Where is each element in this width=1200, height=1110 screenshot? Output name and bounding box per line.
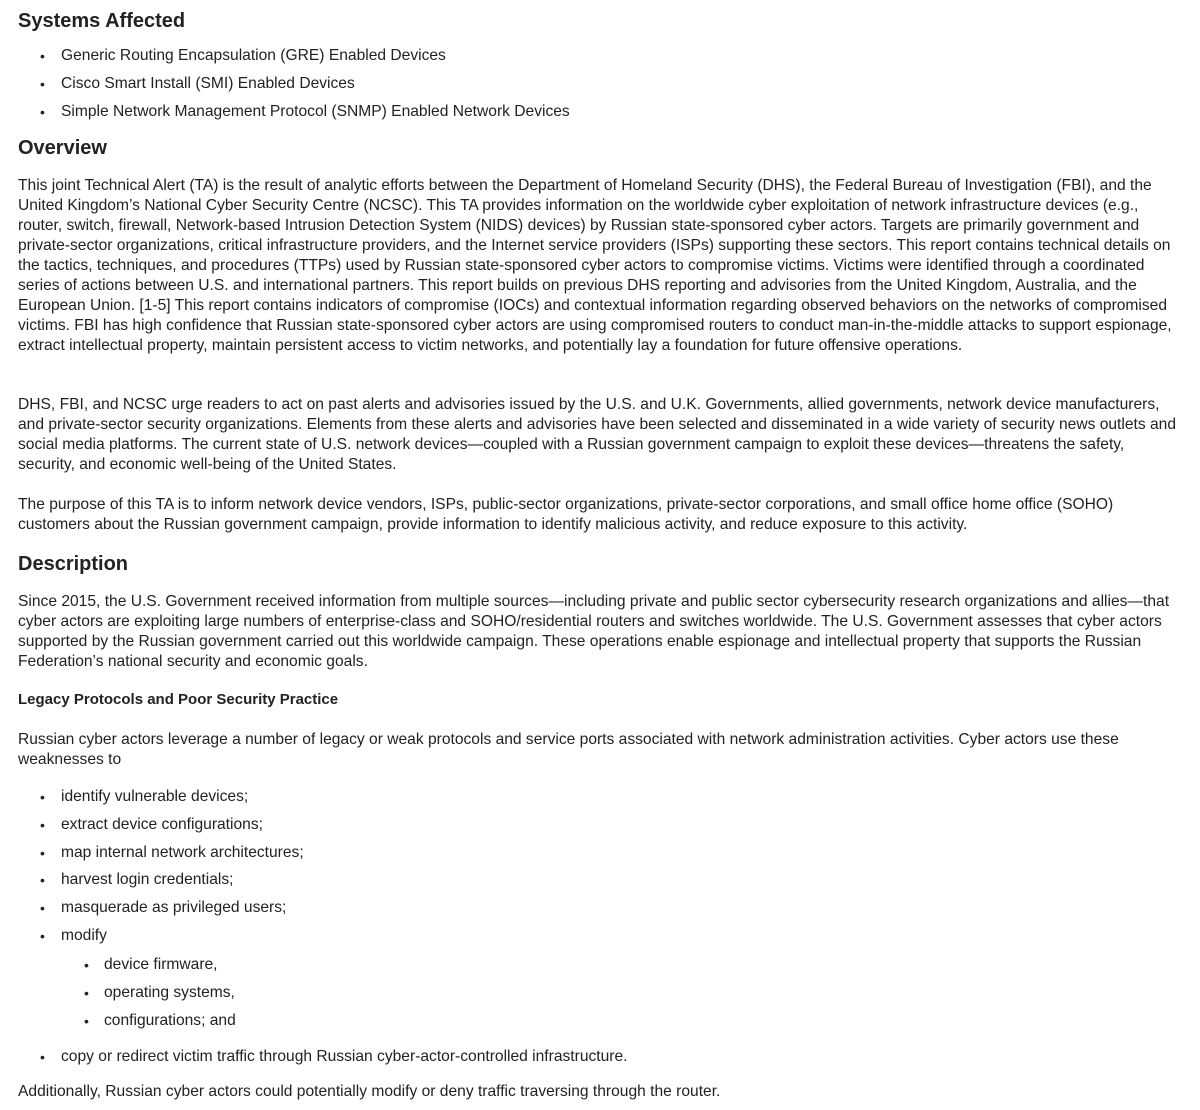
list-item: • device firmware, [18,955,1190,983]
modify-sublist [18,955,1190,1047]
description-intro: Since 2015, the U.S. Government received information from multiple sources—including private and public sector cybersecurity research organizations and allies—that cyber actors are exploiting large numbers of enterprise-class and SOHO/residential routers and switches worldwide. The U.S. Government assesses that cyber actors supported by the Russian government carried out this worldwide campaign. These operations enable espionage and intellectual property that supports the Russian Federation’s national security and economic goals. [18,593,1170,670]
list-item: • modify [18,926,1190,955]
description-heading: Description [18,553,129,575]
list-item: • configurations; and [18,1011,1190,1047]
overview-heading: Overview [18,137,107,159]
overview-paragraph-3: The purpose of this TA is to inform network device vendors, ISPs, public-sector organizations, private-sector corporations, and small office home office (SOHO) customers about the Russian government campaign, provide information to identify malicious activity, and reduce exposure to this activity. [18,496,1114,533]
weakness-list [18,787,1190,1075]
list-item: • operating systems, [18,983,1190,1011]
legacy-protocols-subheading: Legacy Protocols and Poor Security Practice [18,691,339,708]
list-item: • copy or redirect victim traffic through Russian cyber-actor-controlled infrastructure. [18,1047,1190,1075]
modify-sublist-container [18,955,1190,1047]
list-item: • masquerade as privileged users; [18,898,1190,926]
list-item: • identify vulnerable devices; [18,787,1190,815]
overview-paragraph-2: DHS, FBI, and NCSC urge readers to act on past alerts and advisories issued by the U.S. and U.K. Governments, allied governments, network device manufacturers, and private-sector security organizations. Elements from these alerts and advisories have been selected and disseminated in a wide variety of security news outlets and social media platforms. The current state of U.S. network devices—coupled with a Russian government campaign to exploit these devices—threatens the safety, security, and economic well-being of the United States. [18,396,1177,473]
legacy-protocols-lead: Russian cyber actors leverage a number of legacy or weak protocols and service ports associated with network administration activities. Cyber actors use these weaknesses to [18,731,1119,768]
overview-paragraph-1: This joint Technical Alert (TA) is the result of analytic efforts between the Department of Homeland Security (DHS), the Federal Bureau of Investigation (FBI), and the United Kingdom’s National Cyber Security Centre (NCSC). This TA provides information on the worldwide cyber exploitation of network infrastructure devices (e.g., router, switch, firewall, Network-based Intrusion Detection System (NIDS) devices) by Russian state-sponsored cyber actors. Targets are primarily government and private-sector organizations, critical infrastructure providers, and the Internet service providers (ISPs) supporting these sectors. This report contains technical details on the tactics, techniques, and procedures (TTPs) used by Russian state-sponsored cyber actors to compromise victims. Victims were identified through a coordinated series of actions between U.S. and international partners. This report builds on previous DHS reporting and advisories from the United Kingdom, Australia, and the European Union. [1-5] This report contains indicators of compromise (IOCs) and contextual information regarding observed behaviors on the networks of compromised victims. FBI has high confidence that Russian state-sponsored cyber actors are using compromised routers to conduct man-in-the-middle attacks to support espionage, extract intellectual property, maintain persistent access to victim networks, and potentially lay a foundation for future offensive operations. [18,177,1172,354]
systems-affected-list [18,46,1190,130]
list-item: • Cisco Smart Install (SMI) Enabled Devices [18,74,1190,102]
list-item: • Simple Network Management Protocol (SNMP) Enabled Network Devices [18,102,1190,130]
systems-affected-heading: Systems Affected [18,10,186,32]
list-item: • map internal network architectures; [18,843,1190,870]
closing-paragraph: Additionally, Russian cyber actors could potentially modify or deny traffic traversing through the router. [18,1083,721,1100]
list-item: • Generic Routing Encapsulation (GRE) Enabled Devices [18,46,1190,74]
list-item: • harvest login credentials; [18,870,1190,898]
list-item: • extract device configurations; [18,815,1190,843]
